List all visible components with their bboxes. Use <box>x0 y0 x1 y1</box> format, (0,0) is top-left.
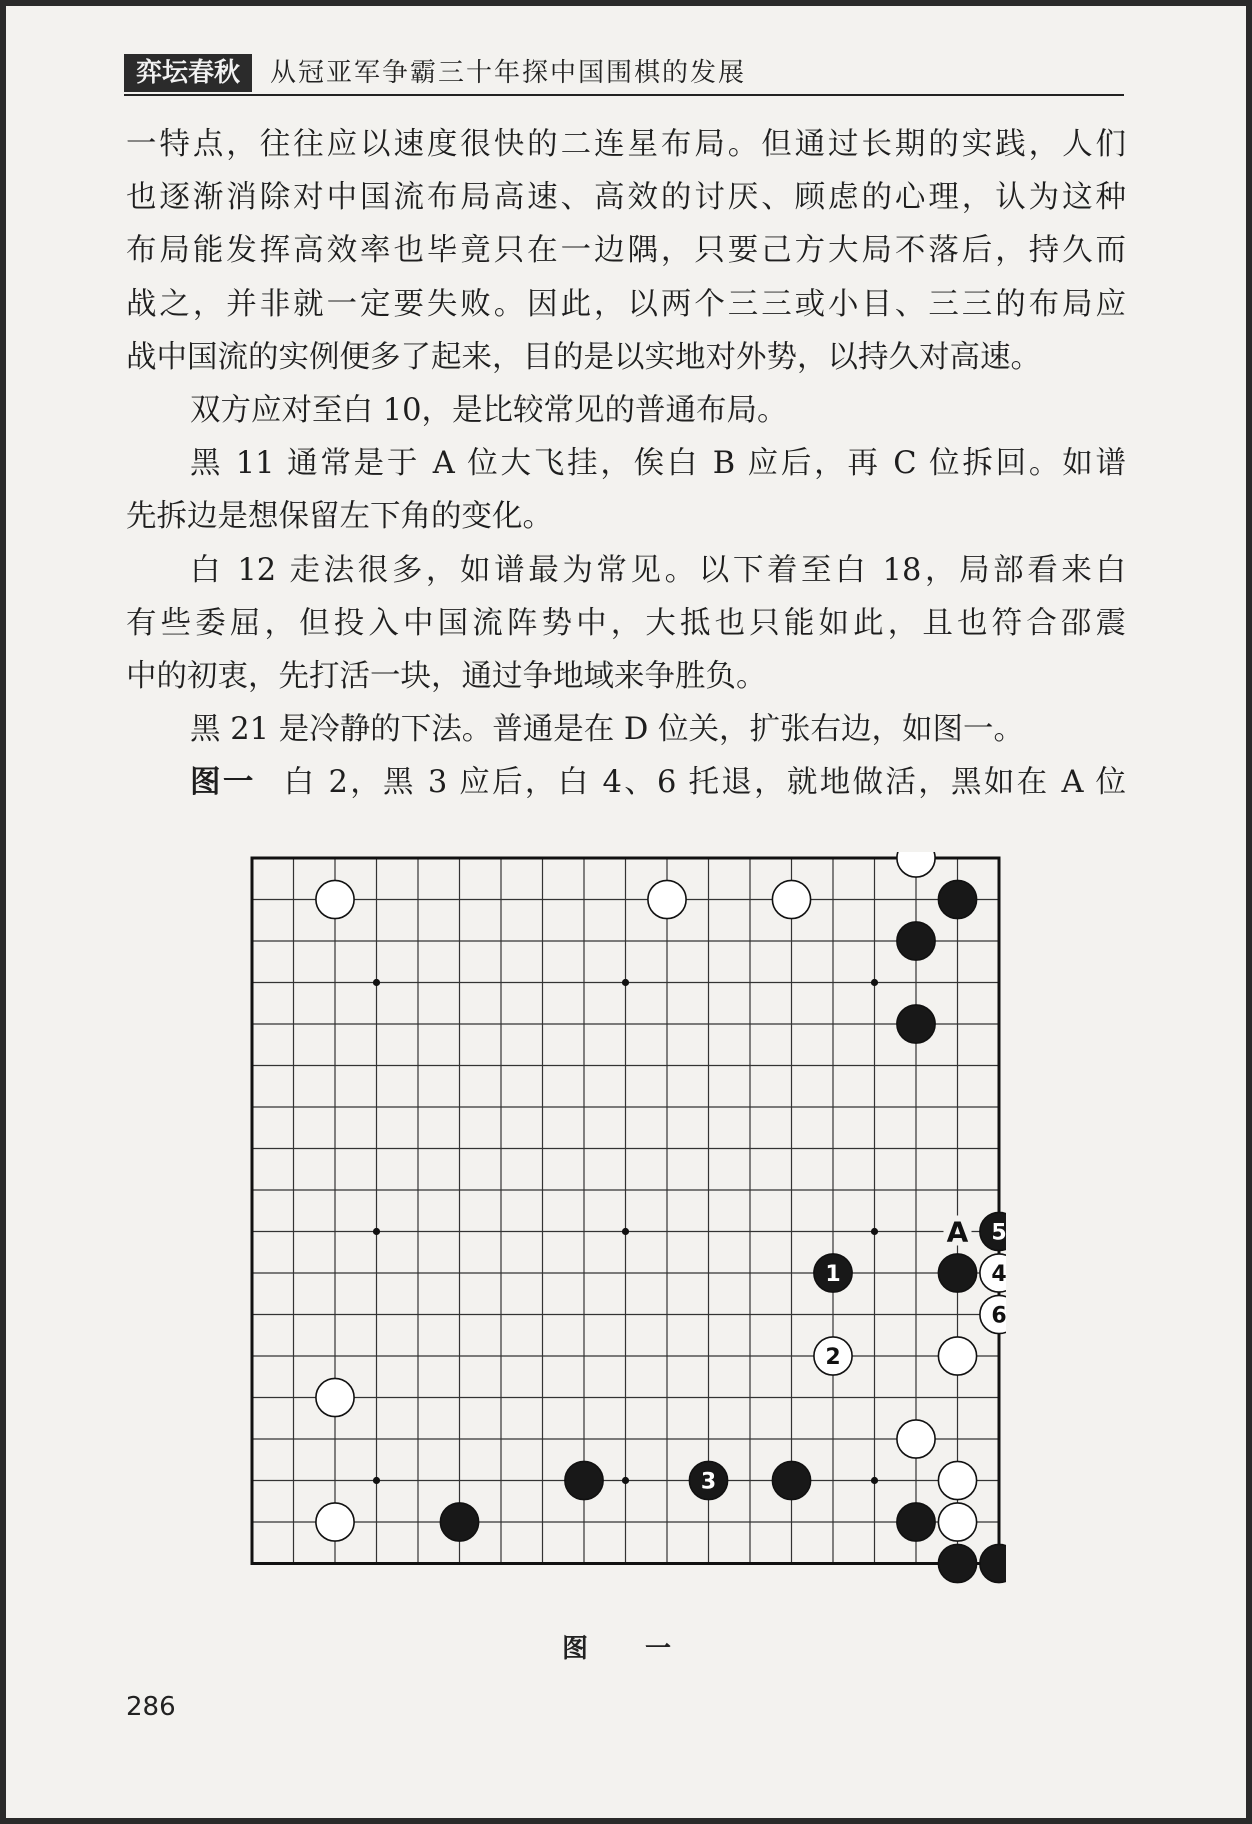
white-stone <box>648 880 686 918</box>
black-stone <box>440 1503 478 1541</box>
move-number: 1 <box>825 1262 841 1287</box>
white-stone <box>316 1378 354 1416</box>
white-stone <box>897 1420 935 1458</box>
black-stone <box>897 922 935 960</box>
figure-paragraph <box>126 756 1126 809</box>
white-stone <box>316 880 354 918</box>
black-stone <box>980 1544 1006 1582</box>
body-text <box>126 118 1126 810</box>
paragraph-line: 白 12 走法很多，如谱最为常见。以下着至白 18，局部看来白 <box>190 552 1126 588</box>
move-number: 3 <box>700 1469 717 1495</box>
page-number: 286 <box>126 1692 176 1722</box>
black-stone <box>938 1254 976 1292</box>
black-stone <box>772 1461 810 1499</box>
go-diagram <box>246 852 1006 1612</box>
paragraph-line: 战之，并非就一定要失败。因此，以两个三三或小目、三三的布局应 <box>126 286 1126 322</box>
paragraph-line: 布局能发挥高效率也毕竟只在一边隅，只要己方大局不落后，持久而 <box>126 233 1126 269</box>
paragraph-line: 先拆边是想保留左下角的变化。 <box>126 499 553 535</box>
paragraph-line: 战中国流的实例便多了起来，目的是以实地对外势，以持久对高速。 <box>126 339 1041 375</box>
go-board <box>246 852 1006 1612</box>
star-point <box>871 1477 878 1484</box>
book-title: 从冠亚军争霸三十年探中国围棋的发展 <box>270 58 747 88</box>
move-number: 2 <box>825 1345 841 1370</box>
star-point <box>622 979 629 986</box>
paragraph-line: 黑 11 通常是于 A 位大飞挂，俟白 B 应后，再 C 位拆回。如谱 <box>190 446 1126 482</box>
star-point <box>622 1228 629 1235</box>
star-point <box>622 1477 629 1484</box>
paragraph-line: 也逐渐消除对中国流布局高速、高效的讨厌、顾虑的心理，认为这种 <box>126 180 1126 216</box>
book-page <box>6 6 1246 1818</box>
star-point <box>373 1477 380 1484</box>
white-stone <box>938 1461 976 1499</box>
move-number: 5 <box>991 1220 1006 1246</box>
figure-caption: 图 一 <box>562 1634 696 1664</box>
star-point <box>373 979 380 986</box>
board-grid <box>252 852 1006 1583</box>
paragraph-line: 一特点，往往应以速度很快的二连星布局。但通过长期的实践，人们 <box>126 127 1126 162</box>
figure-label: 图一 <box>190 764 256 801</box>
white-stone <box>938 1337 976 1375</box>
black-stone <box>938 880 976 918</box>
paragraph-line: 中的初衷，先打活一块，通过争地域来争胜负。 <box>126 659 767 695</box>
star-point <box>373 1228 380 1235</box>
white-stone <box>772 880 810 918</box>
move-number: 6 <box>991 1303 1006 1329</box>
white-stone <box>897 852 935 877</box>
black-stone <box>897 1005 935 1043</box>
letter-mark: A <box>946 1215 969 1249</box>
star-point <box>871 979 878 986</box>
star-point <box>871 1228 878 1235</box>
black-stone <box>938 1544 976 1582</box>
white-stone <box>938 1503 976 1541</box>
paragraph-line: 有些委屈，但投入中国流阵势中，大抵也只能如此，且也符合邵震 <box>126 605 1126 641</box>
black-stone <box>565 1461 603 1499</box>
figure-paragraph-text: 白 2，黑 3 应后，白 4、6 托退，就地做活，黑如在 A 位 <box>283 765 1127 801</box>
black-stone <box>897 1503 935 1541</box>
running-header <box>124 54 1124 96</box>
paragraph-line: 双方应对至白 10，是比较常见的普通布局。 <box>190 393 788 429</box>
white-stone <box>316 1503 354 1541</box>
move-number: 4 <box>991 1262 1006 1287</box>
paragraph-line: 黑 21 是冷静的下法。普通是在 D 位关，扩张右边，如图一。 <box>190 712 1025 748</box>
section-tag: 弈坛春秋 <box>124 54 252 92</box>
